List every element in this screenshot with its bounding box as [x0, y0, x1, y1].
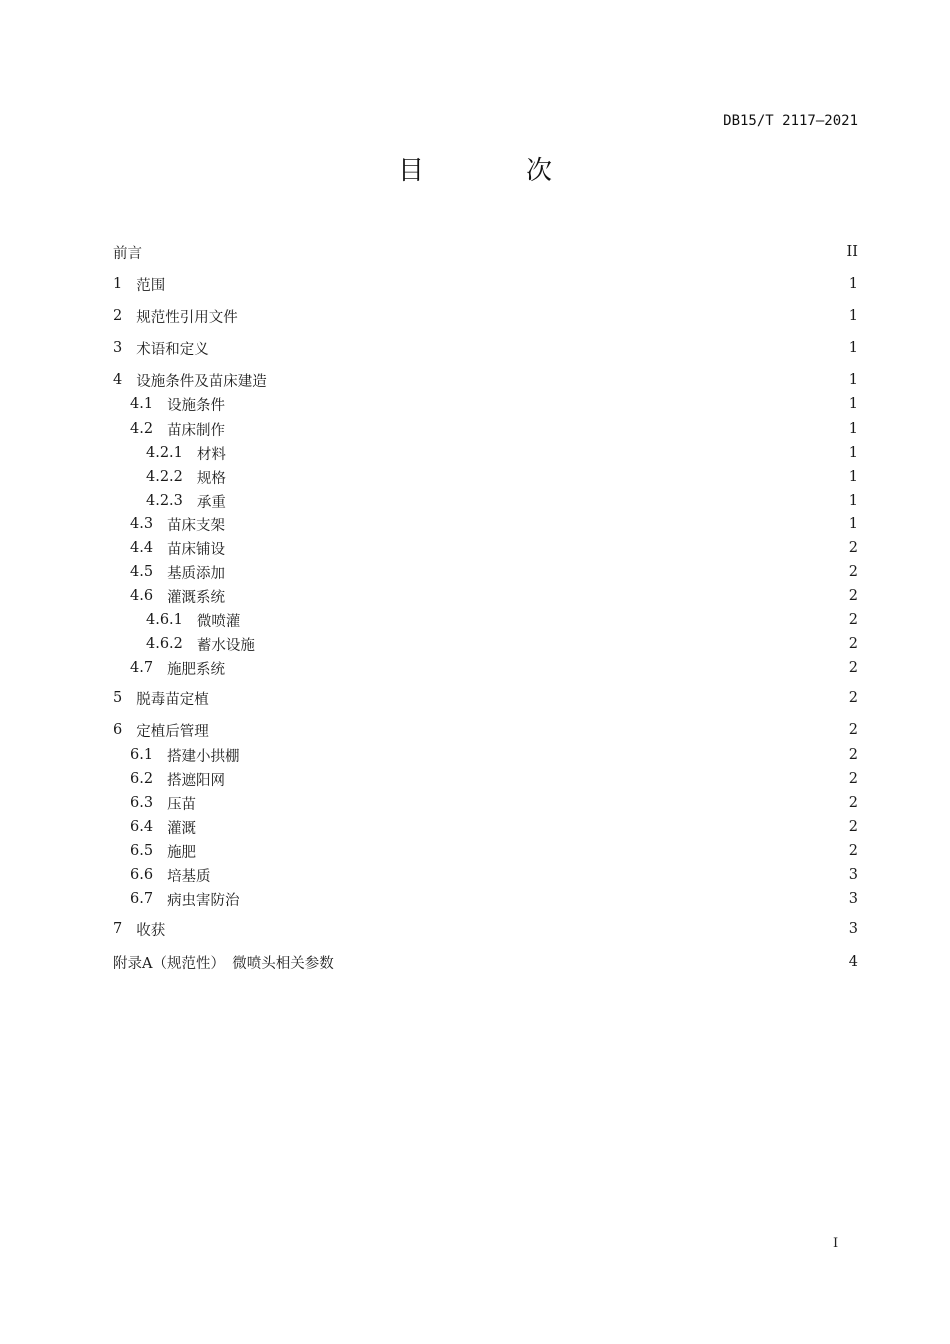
toc-entry-number: 6.5	[130, 843, 154, 859]
dot-leader	[261, 633, 843, 655]
toc-entry-page: 4	[848, 954, 858, 970]
toc-entry-text	[113, 720, 209, 741]
toc-entry[interactable]	[113, 241, 858, 263]
toc-entry-page: 1	[848, 340, 858, 356]
toc-entry-page: II	[846, 244, 858, 260]
toc-entry-page: 2	[848, 771, 858, 787]
toc-entry-text	[130, 745, 240, 766]
toc-entry-label: 规范性引用文件	[136, 309, 238, 326]
toc-entry-page: 2	[848, 612, 858, 628]
toc-entry-number: 6.6	[130, 867, 154, 883]
toc-entry-page: 2	[848, 540, 858, 556]
dot-leader	[246, 888, 843, 910]
toc-entry-number: 6.1	[130, 747, 154, 763]
toc-entry[interactable]	[113, 768, 858, 790]
toc-entry-page: 1	[848, 396, 858, 412]
toc-entry[interactable]	[113, 442, 858, 464]
toc-entry-number: 4.2.1	[146, 445, 183, 461]
standard-code: DB15/T 2117—2021	[723, 113, 858, 129]
dot-leader	[244, 305, 843, 327]
toc-entry-text	[113, 952, 334, 973]
toc-entry-label: 前言	[113, 245, 142, 262]
dot-leader	[232, 442, 843, 464]
dot-leader	[246, 744, 843, 766]
toc-entry-page: 1	[848, 421, 858, 437]
toc-entry[interactable]	[113, 888, 858, 910]
toc-entry-label: 苗床铺设	[167, 541, 226, 558]
dot-leader	[202, 840, 843, 862]
toc-entry-page: 2	[848, 819, 858, 835]
toc-entry-label: 基质添加	[167, 565, 226, 582]
toc-entry[interactable]	[113, 490, 858, 512]
toc-entry-text	[130, 889, 240, 910]
dot-leader	[232, 466, 843, 488]
toc-entry[interactable]	[113, 864, 858, 886]
toc-entry[interactable]	[113, 393, 858, 415]
toc-entry-page: 1	[848, 516, 858, 532]
dot-leader	[231, 393, 843, 415]
toc-entry-label: 搭建小拱棚	[167, 748, 240, 765]
toc-entry-text	[130, 865, 211, 886]
dot-leader	[232, 490, 843, 512]
toc-entry-page: 2	[848, 690, 858, 706]
toc-entry-number: 6	[113, 722, 123, 738]
toc-entry-text	[113, 274, 165, 295]
dot-leader	[148, 241, 841, 263]
toc-entry[interactable]	[113, 918, 858, 940]
toc-entry-text	[130, 658, 225, 679]
toc-entry-page: 1	[848, 469, 858, 485]
toc-entry-text	[130, 817, 196, 838]
toc-entry-page: 2	[848, 722, 858, 738]
dot-leader	[231, 585, 843, 607]
toc-entry-text	[130, 841, 196, 862]
toc-entry-label: 承重	[196, 494, 226, 511]
toc-entry[interactable]	[113, 561, 858, 583]
toc-entry-text	[130, 769, 225, 790]
toc-entry-label: 设施条件	[167, 397, 226, 414]
toc-entry-number: 4.4	[130, 540, 154, 556]
toc-entry[interactable]	[113, 466, 858, 488]
toc-entry-label: 搭遮阳网	[167, 772, 226, 789]
toc-entry-label: 施肥系统	[167, 661, 226, 678]
toc-entry-number: 1	[113, 276, 123, 292]
toc-entry-text	[130, 538, 225, 559]
toc-entry-page: 1	[848, 276, 858, 292]
toc-entry[interactable]	[113, 792, 858, 814]
toc-entry[interactable]	[113, 951, 858, 973]
toc-entry-number: 2	[113, 308, 123, 324]
toc-entry-label: 范围	[136, 277, 166, 294]
toc-entry[interactable]	[113, 273, 858, 295]
toc-entry[interactable]	[113, 633, 858, 655]
toc-entry-page: 3	[848, 867, 858, 883]
toc-entry-label: 材料	[196, 446, 226, 463]
dot-leader	[215, 719, 843, 741]
toc-entry-number: 5	[113, 690, 123, 706]
toc-entry-page: 2	[848, 660, 858, 676]
toc-entry-number: 4.2.2	[146, 469, 183, 485]
toc-entry-text	[146, 467, 226, 488]
toc-entry-text	[146, 634, 255, 655]
toc-entry-label: 苗床制作	[167, 422, 226, 439]
dot-leader	[231, 537, 843, 559]
dot-leader	[202, 816, 843, 838]
toc-entry-label: 脱毒苗定植	[136, 691, 209, 708]
toc-entry-label: 微喷灌	[196, 613, 241, 630]
toc-entry-label: 病虫害防治	[167, 892, 240, 909]
toc-entry-number: 3	[113, 340, 123, 356]
dot-leader	[217, 864, 843, 886]
toc-entry-text	[113, 688, 209, 709]
toc-entry-number: 4.3	[130, 516, 154, 532]
dot-leader	[231, 657, 843, 679]
toc-entry-text	[113, 919, 165, 940]
dot-leader	[231, 418, 843, 440]
toc-entry-number: 4.5	[130, 564, 154, 580]
toc-entry[interactable]	[113, 816, 858, 838]
toc-entry-text	[130, 394, 225, 415]
toc-entry-page: 2	[848, 588, 858, 604]
toc-entry[interactable]	[113, 585, 858, 607]
toc-entry[interactable]	[113, 744, 858, 766]
toc-entry[interactable]	[113, 687, 858, 709]
toc-entry[interactable]	[113, 513, 858, 535]
toc-entry-text	[113, 242, 142, 263]
toc-entry-text	[146, 443, 226, 464]
dot-leader	[231, 561, 843, 583]
toc-entry-page: 3	[848, 891, 858, 907]
toc-entry-label: 灌溉	[167, 820, 197, 837]
dot-leader	[231, 768, 843, 790]
toc-entry[interactable]	[113, 337, 858, 359]
toc-entry-page: 2	[848, 564, 858, 580]
toc-entry-text	[130, 586, 225, 607]
dot-leader	[171, 918, 843, 940]
toc-entry-label: 苗床支架	[167, 517, 226, 534]
dot-leader	[340, 951, 843, 973]
toc-entry[interactable]	[113, 369, 858, 391]
toc-entry-number: 7	[113, 921, 123, 937]
toc-entry[interactable]	[113, 840, 858, 862]
toc-entry-label: 设施条件及苗床建造	[136, 373, 267, 390]
toc-entry-page: 3	[848, 921, 858, 937]
toc-entry-number: 6.2	[130, 771, 154, 787]
dot-leader	[246, 609, 842, 631]
toc-entry-page: 2	[848, 747, 858, 763]
toc-entry-number: 4.6	[130, 588, 154, 604]
toc-entry-label: 灌溉系统	[167, 589, 226, 606]
toc-entry-page: 2	[848, 795, 858, 811]
toc-entry-number: 4.6.1	[146, 612, 183, 628]
toc-entry-page: 2	[848, 636, 858, 652]
toc-entry-number: 6.7	[130, 891, 154, 907]
toc-entry[interactable]	[113, 305, 858, 327]
toc-entry[interactable]	[113, 418, 858, 440]
dot-leader	[215, 687, 843, 709]
toc-entry-text	[113, 370, 267, 391]
toc-entry-label: 术语和定义	[136, 341, 209, 358]
toc-entry-text	[113, 338, 209, 359]
dot-leader	[171, 273, 843, 295]
toc-entry-label: 培基质	[167, 868, 211, 885]
toc-entry-label: 附录A（规范性） 微喷头相关参数	[113, 955, 334, 972]
toc-entry[interactable]	[113, 719, 858, 741]
toc-entry-label: 蓄水设施	[196, 637, 255, 654]
toc-entry-number: 6.3	[130, 795, 154, 811]
toc-entry-page: 1	[848, 308, 858, 324]
toc-entry-text	[130, 419, 225, 440]
toc-entry-number: 4.2	[130, 421, 154, 437]
toc-entry-page: 2	[848, 843, 858, 859]
dot-leader	[202, 792, 843, 814]
page-number: I	[833, 1236, 839, 1251]
toc-entry[interactable]	[113, 537, 858, 559]
toc-entry-text	[146, 610, 240, 631]
toc-entry-text	[113, 306, 238, 327]
toc-entry-number: 4.2.3	[146, 493, 183, 509]
toc-entry-label: 施肥	[167, 844, 197, 861]
toc-entry-label: 压苗	[167, 796, 197, 813]
toc-entry[interactable]	[113, 657, 858, 679]
toc-entry-page: 1	[848, 372, 858, 388]
dot-leader	[273, 369, 843, 391]
toc-entry-label: 定植后管理	[136, 723, 209, 740]
toc-entry[interactable]	[113, 609, 858, 631]
toc-entry-number: 4	[113, 372, 123, 388]
toc-entry-page: 1	[848, 445, 858, 461]
toc-entry-number: 4.6.2	[146, 636, 183, 652]
toc-entry-text	[130, 562, 225, 583]
toc-entry-number: 6.4	[130, 819, 154, 835]
toc-entry-text	[130, 514, 225, 535]
toc-entry-text	[146, 491, 226, 512]
toc-entry-label: 规格	[196, 470, 226, 487]
dot-leader	[231, 513, 843, 535]
toc-entry-number: 4.1	[130, 396, 154, 412]
page-title: 目 次	[397, 156, 590, 186]
dot-leader	[215, 337, 843, 359]
toc-entry-label: 收获	[136, 922, 166, 939]
toc-entry-number: 4.7	[130, 660, 154, 676]
toc-entry-text	[130, 793, 196, 814]
toc-entry-page: 1	[848, 493, 858, 509]
